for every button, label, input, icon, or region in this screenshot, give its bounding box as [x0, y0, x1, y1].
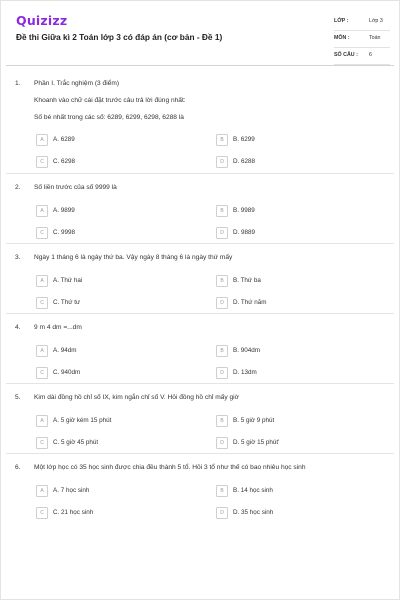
option-b[interactable]: [216, 205, 376, 217]
meta-label: SỐ CÂU :: [334, 52, 358, 58]
option-letter-box: A: [36, 134, 48, 146]
question-divider: [6, 313, 394, 314]
question-divider: [6, 453, 394, 454]
option-letter-box: D: [216, 227, 228, 239]
question-text: Số bé nhất trong các số: 6289, 6299, 6298, 6288 là: [34, 114, 184, 121]
question-number: 2.: [15, 184, 21, 191]
option-c[interactable]: [36, 367, 196, 379]
question-number: 4.: [15, 324, 21, 331]
question-text: Số liền trước của số 9999 là: [34, 184, 117, 191]
option-letter-box: A: [36, 345, 48, 357]
option-text: C. Thứ tư: [53, 298, 81, 306]
option-b[interactable]: [216, 134, 376, 146]
option-text: C. 940dm: [53, 368, 81, 376]
option-letter-box: B: [216, 275, 228, 287]
option-text: C. 6298: [53, 157, 76, 165]
option-text: A. Thứ hai: [53, 276, 83, 284]
option-a[interactable]: [36, 134, 196, 146]
option-b[interactable]: [216, 485, 376, 497]
option-letter-box: D: [216, 437, 228, 449]
option-text: A. 7 học sinh: [53, 486, 90, 494]
option-text: D. 13dm: [233, 368, 257, 376]
meta-label: MÔN :: [334, 35, 350, 41]
option-text: A. 5 giờ kém 15 phút: [53, 416, 112, 424]
option-letter-box: B: [216, 345, 228, 357]
option-text: B. 904dm: [233, 346, 260, 354]
meta-row-grade: [334, 14, 390, 31]
option-b[interactable]: [216, 345, 376, 357]
option-c[interactable]: [36, 437, 196, 449]
option-d[interactable]: [216, 507, 376, 519]
meta-value: 6: [369, 52, 372, 58]
option-text: C. 5 giờ 45 phút: [53, 438, 99, 446]
question-text: Kim dài đồng hồ chỉ số IX, kim ngắn chỉ số V. Hỏi đồng hồ chỉ mấy giờ: [34, 394, 239, 401]
option-text: C. 21 học sinh: [53, 508, 94, 516]
option-text: C. 9998: [53, 228, 76, 236]
meta-value: Lớp 3: [369, 18, 383, 24]
question-number: 6.: [15, 464, 21, 471]
option-text: A. 94dm: [53, 346, 77, 354]
option-c[interactable]: [36, 227, 196, 239]
option-letter-box: C: [36, 507, 48, 519]
option-d[interactable]: [216, 156, 376, 168]
option-text: D. Thứ năm: [233, 298, 267, 306]
option-text: D. 6288: [233, 157, 256, 165]
option-c[interactable]: [36, 507, 196, 519]
meta-row-count: [334, 48, 390, 65]
option-c[interactable]: [36, 156, 196, 168]
question-divider: [6, 243, 394, 244]
option-text: A. 6289: [53, 135, 75, 143]
option-d[interactable]: [216, 227, 376, 239]
question-text: Ngày 1 tháng 6 là ngày thứ ba. Vậy ngày 8 tháng 6 là ngày thứ mấy: [34, 254, 233, 261]
option-letter-box: B: [216, 415, 228, 427]
option-text: A. 9899: [53, 206, 75, 214]
option-text: B. Thứ ba: [233, 276, 261, 284]
option-a[interactable]: [36, 485, 196, 497]
option-letter-box: A: [36, 205, 48, 217]
option-letter-box: C: [36, 297, 48, 309]
option-c[interactable]: [36, 297, 196, 309]
option-text: D. 9889: [233, 228, 256, 236]
header-divider: [6, 65, 394, 66]
option-letter-box: A: [36, 485, 48, 497]
option-a[interactable]: [36, 345, 196, 357]
option-letter-box: A: [36, 275, 48, 287]
option-text: B. 14 học sinh: [233, 486, 273, 494]
option-d[interactable]: [216, 437, 376, 449]
option-letter-box: B: [216, 485, 228, 497]
option-letter-box: B: [216, 134, 228, 146]
option-letter-box: B: [216, 205, 228, 217]
question-number: 5.: [15, 394, 21, 401]
option-text: D. 5 giờ 15 phút': [233, 438, 280, 446]
question-number: 3.: [15, 254, 21, 261]
question-text: 9 m 4 dm =...dm: [34, 324, 82, 331]
question-text: Một lớp học có 35 học sinh được chia đều thành 5 tổ. Hỏi 3 tổ như thế có bao nhiêu học sinh: [34, 464, 306, 471]
option-letter-box: A: [36, 415, 48, 427]
option-b[interactable]: [216, 275, 376, 287]
option-letter-box: D: [216, 367, 228, 379]
option-text: B. 5 giờ 9 phút: [233, 416, 275, 424]
question-text: Khoanh vào chữ cái đặt trước câu trả lời đúng nhất:: [34, 97, 186, 104]
option-a[interactable]: [36, 275, 196, 287]
question-divider: [6, 173, 394, 174]
option-letter-box: C: [36, 437, 48, 449]
option-a[interactable]: [36, 415, 196, 427]
option-letter-box: C: [36, 156, 48, 168]
option-d[interactable]: [216, 297, 376, 309]
meta-table: [334, 14, 390, 65]
page-title: Đề thi Giữa kì 2 Toán lớp 3 có đáp án (cơ bản - Đề 1): [16, 32, 223, 42]
option-letter-box: D: [216, 507, 228, 519]
option-letter-box: D: [216, 156, 228, 168]
option-letter-box: D: [216, 297, 228, 309]
option-a[interactable]: [36, 205, 196, 217]
option-text: B. 9989: [233, 206, 255, 214]
option-letter-box: C: [36, 227, 48, 239]
question-number: 1.: [15, 80, 21, 87]
option-letter-box: C: [36, 367, 48, 379]
meta-row-subject: [334, 31, 390, 48]
option-text: D. 35 học sinh: [233, 508, 274, 516]
question-text: Phần I. Trắc nghiệm (3 điểm): [34, 80, 120, 87]
option-text: B. 6299: [233, 135, 255, 143]
meta-label: LỚP :: [334, 18, 349, 24]
meta-value: Toán: [369, 35, 381, 41]
question-divider: [6, 383, 394, 384]
option-b[interactable]: [216, 415, 376, 427]
option-d[interactable]: [216, 367, 376, 379]
quizizz-logo: Quizizz: [16, 13, 68, 28]
